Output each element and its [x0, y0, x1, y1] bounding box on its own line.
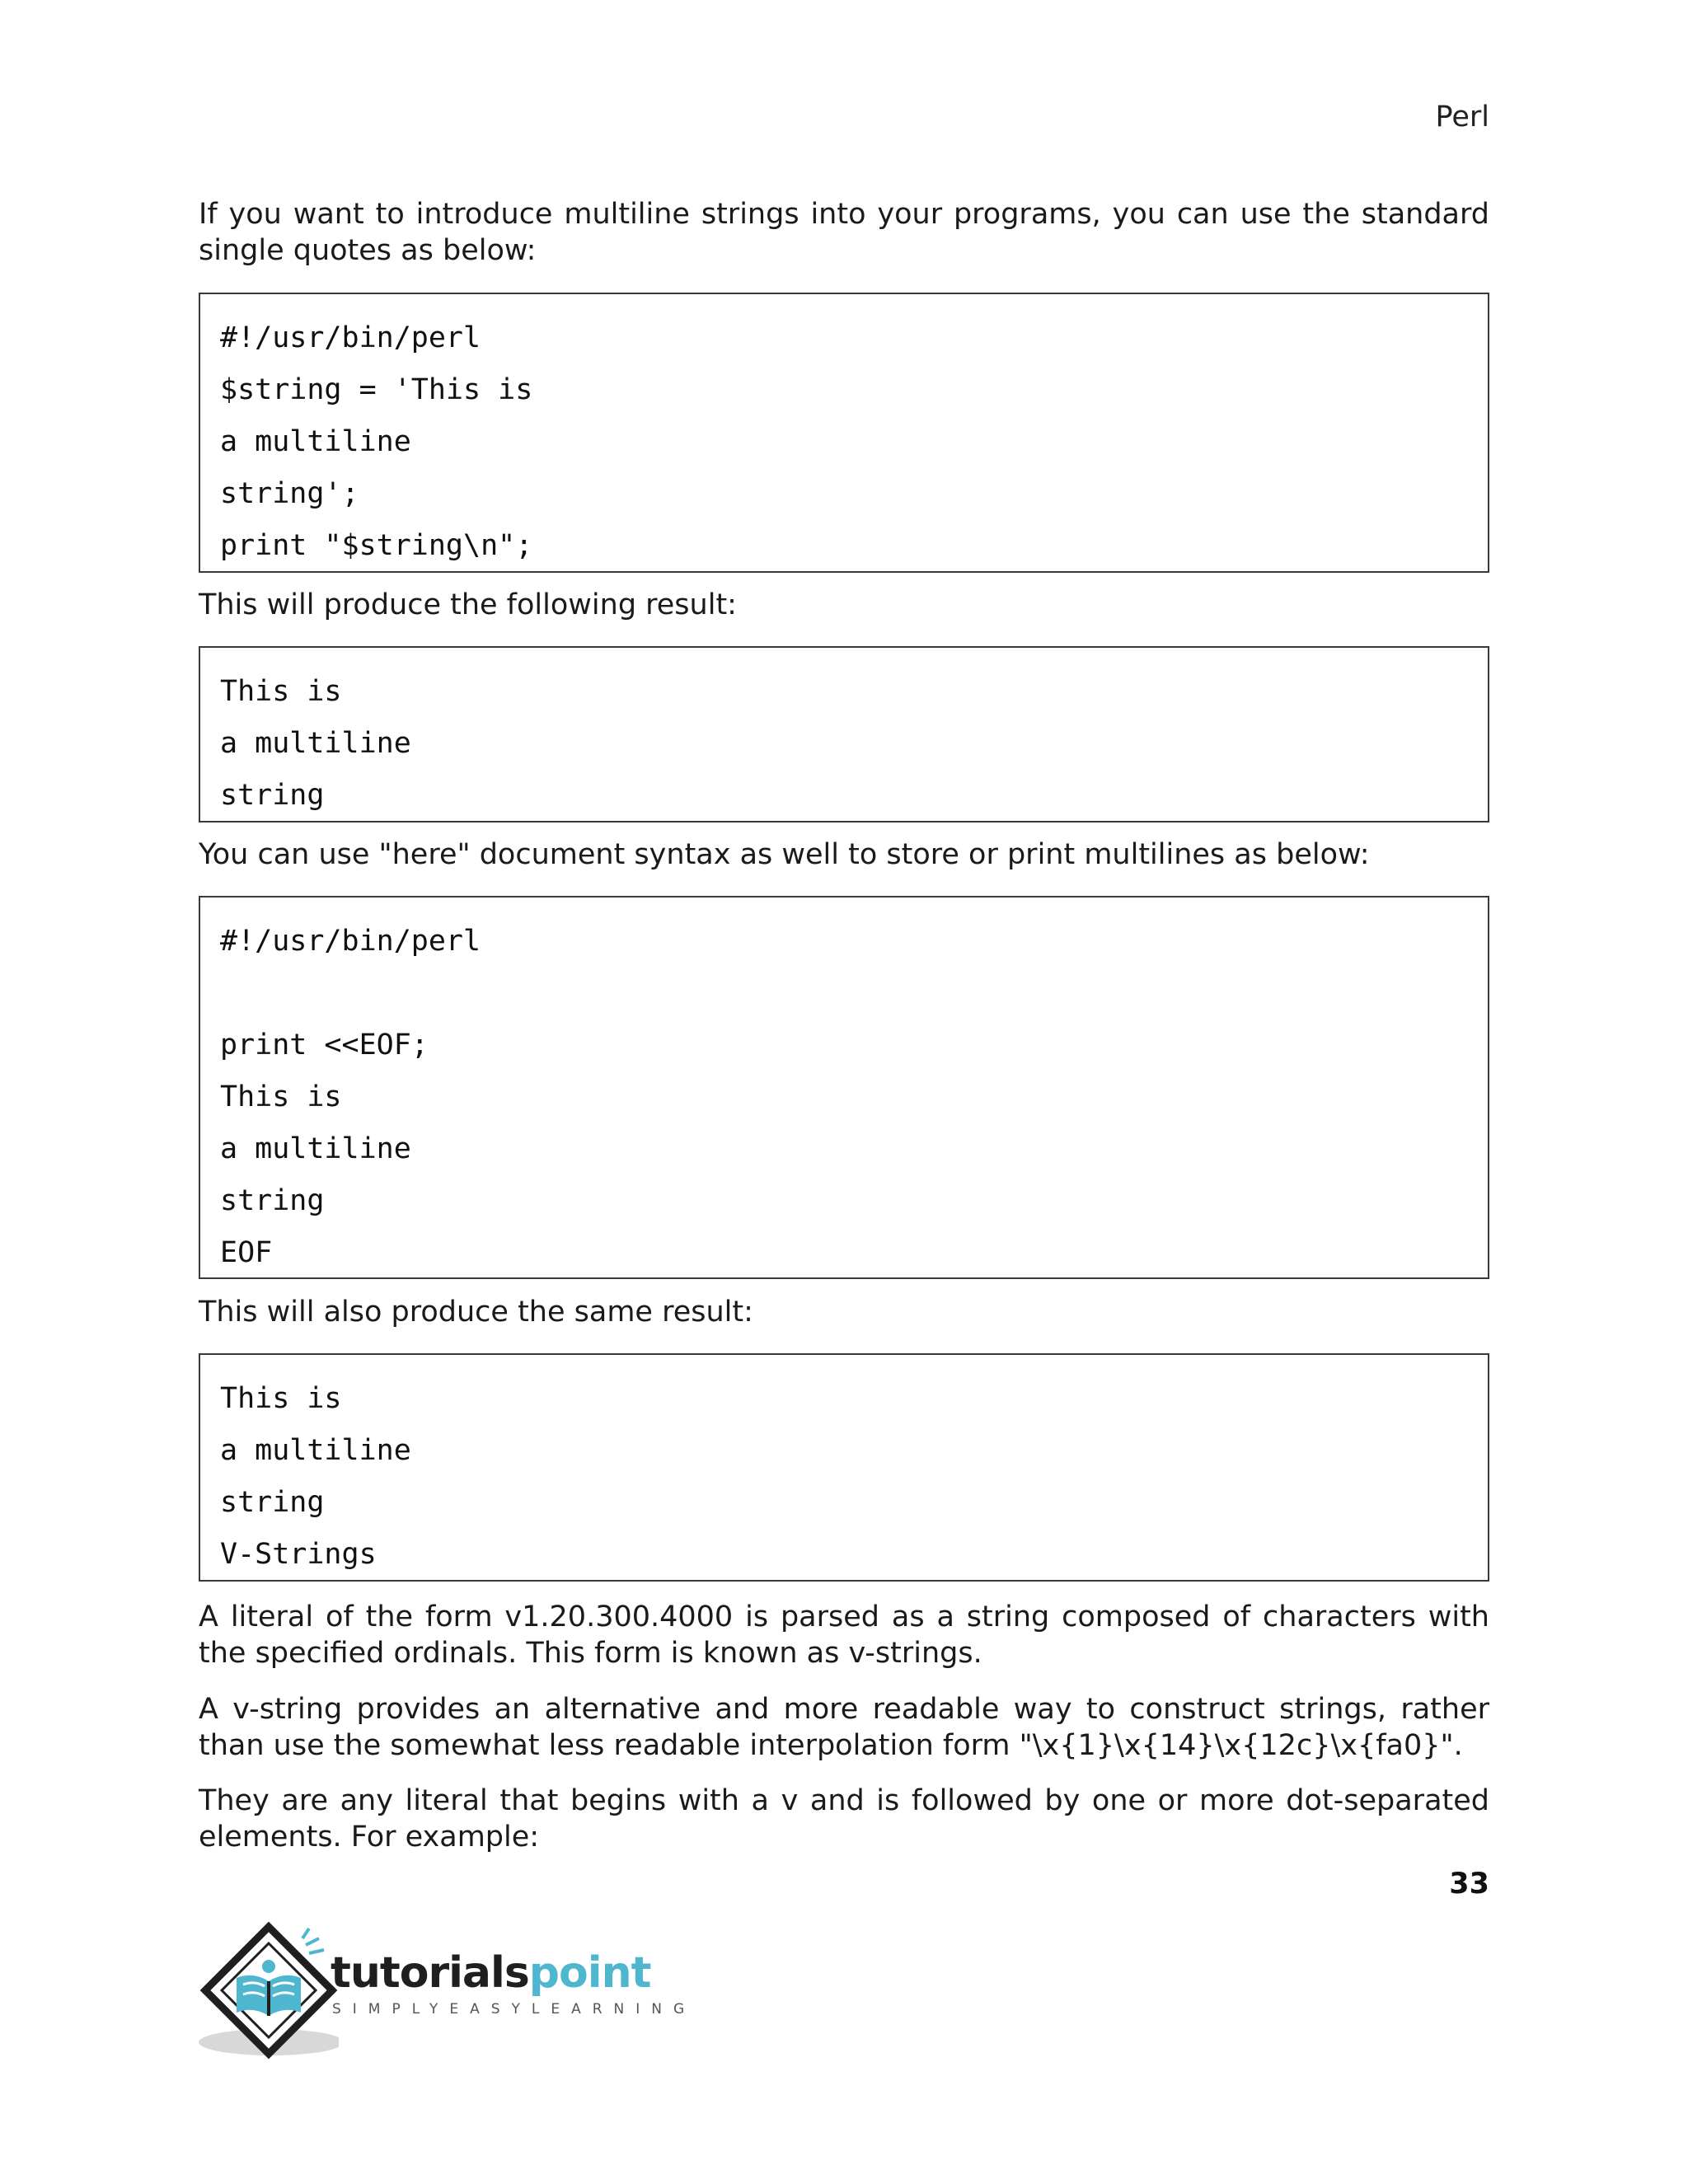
output-block-1: [199, 646, 1489, 823]
page-number: 33: [1449, 1868, 1489, 1900]
code-line: #!/usr/bin/perl: [220, 321, 481, 354]
code-line: #!/usr/bin/perl: [220, 925, 481, 958]
code-block-single-quotes: [199, 293, 1489, 573]
output-line: a multiline: [220, 1434, 411, 1467]
output-line: This is: [220, 675, 342, 708]
code-line: [220, 968, 1488, 1019]
logo-tagline: SIMPLYEASYLEARNING: [332, 2001, 696, 2018]
output-line: a multiline: [220, 727, 411, 760]
paragraph-v-string-definition: They are any literal that begins with a v and is followed by one or more dot-separated elements. For example:: [199, 1784, 1489, 1854]
logo-wordmark: [331, 1948, 650, 1998]
paragraph-v-string-literal: A literal of the form v1.20.300.4000 is parsed as a string composed of characters with the specified ordinals. This form is known as v-strings.: [199, 1601, 1489, 1670]
paragraph-result-2: This will also produce the same result:: [199, 1296, 753, 1329]
code-block-here-document: [199, 896, 1489, 1279]
output-line: V-Strings: [220, 1538, 377, 1571]
logo-word-tutorials: tutorials: [331, 1948, 529, 1998]
document-page: [199, 0, 1489, 2184]
logo-word-point: point: [528, 1948, 651, 1998]
tutorialspoint-logo: [199, 1920, 696, 2069]
code-line: string: [220, 1184, 325, 1217]
code-line: a multiline: [220, 1132, 411, 1165]
paragraph-here-document: You can use "here" document syntax as well to store or print multilines as below:: [199, 838, 1370, 871]
paragraph-multiline-intro: If you want to introduce multiline strings into your programs, you can use the standard single quotes as below:: [199, 198, 1489, 267]
paragraph-result-1: This will produce the following result:: [199, 588, 737, 621]
book-diamond-icon: [199, 1920, 339, 2069]
output-line: string: [220, 1486, 325, 1519]
code-line: This is: [220, 1080, 342, 1113]
code-line: $string = 'This is: [220, 373, 533, 406]
output-block-2: [199, 1353, 1489, 1582]
code-line: print "$string\n";: [220, 529, 533, 562]
code-line: print <<EOF;: [220, 1029, 429, 1062]
code-line: a multiline: [220, 425, 411, 458]
code-line: string';: [220, 477, 359, 510]
output-line: string: [220, 779, 325, 812]
paragraph-v-string-alternative: A v-string provides an alternative and more readable way to construct strings, rather than use the somewhat less readable interpolation form "\x{1}\x{14}\x{12c}\x{fa0}".: [199, 1693, 1489, 1762]
code-line: EOF: [220, 1236, 273, 1269]
running-header: Perl: [1435, 101, 1489, 134]
output-line: This is: [220, 1382, 342, 1415]
